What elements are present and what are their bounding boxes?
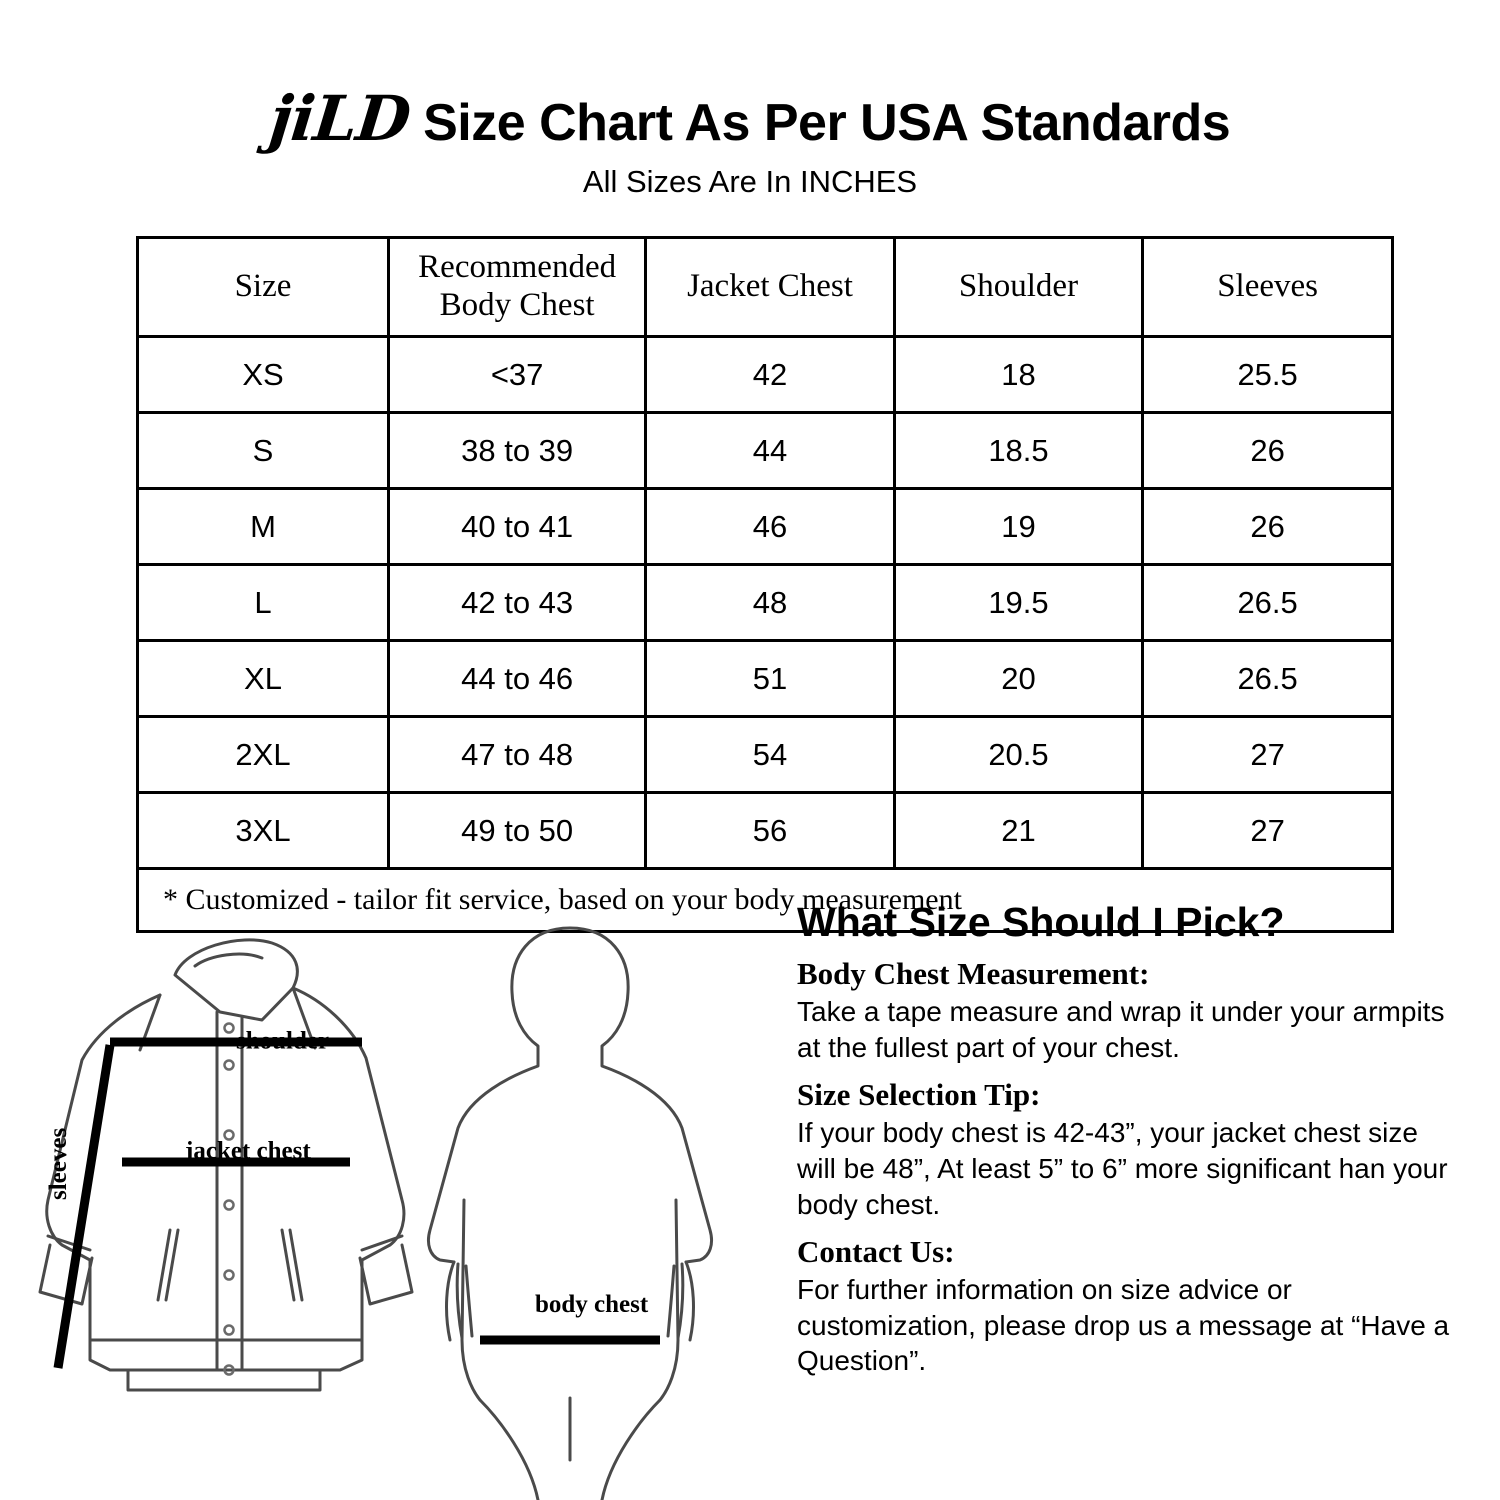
cell-shoulder: 21 (894, 793, 1142, 869)
column-header-size-line1: Size (234, 268, 292, 305)
cell-jacket-chest: 44 (646, 413, 894, 489)
cell-jacket-chest: 48 (646, 565, 894, 641)
cell-jacket-chest: 46 (646, 489, 894, 565)
table-row (138, 565, 1393, 641)
column-header-jacket-chest (646, 238, 894, 337)
cell-size: M (138, 489, 389, 565)
cell-jacket-chest: 42 (646, 337, 894, 413)
body-drawing (428, 928, 711, 1500)
cell-body-chest: 49 to 50 (389, 793, 646, 869)
guide-section-body: For further information on size advice or customization, please drop us a message at “Have a Question”. (797, 1273, 1450, 1377)
brand-logo: jiLD (265, 82, 414, 155)
cell-shoulder: 18 (894, 337, 1142, 413)
cell-size: L (138, 565, 389, 641)
guide-section-body: Take a tape measure and wrap it under your armpits at the fullest part of your chest. (797, 996, 1445, 1064)
table-row (138, 413, 1393, 489)
sleeves-measure-line (58, 1045, 110, 1368)
column-header-shoulder (894, 238, 1142, 337)
page-header (0, 82, 1500, 200)
cell-sleeves: 27 (1143, 717, 1393, 793)
cell-body-chest: 42 to 43 (389, 565, 646, 641)
table-row (138, 641, 1393, 717)
cell-jacket-chest: 51 (646, 641, 894, 717)
cell-sleeves: 26.5 (1143, 565, 1393, 641)
body-chest-label: body chest (535, 1291, 649, 1318)
cell-sleeves: 27 (1143, 793, 1393, 869)
cell-size: 3XL (138, 793, 389, 869)
measurement-illustration (10, 900, 780, 1500)
size-guide (797, 900, 1457, 1383)
size-guide-heading: What Size Should I Pick? (797, 899, 1285, 945)
guide-section-body: If your body chest is 42-43”, your jacket chest size will be 48”, At least 5” to 6” more significant han your body chest. (797, 1117, 1448, 1220)
cell-shoulder: 19 (894, 489, 1142, 565)
cell-size: XL (138, 641, 389, 717)
column-header-sleeves-line1: Sleeves (1217, 268, 1319, 305)
cell-body-chest: 44 to 46 (389, 641, 646, 717)
column-header-recommended-body-chest-line1: Recommended (418, 249, 617, 286)
snap-buttons (225, 1024, 234, 1375)
guide-section-body-chest (797, 955, 1457, 1066)
sleeves-label: sleeves (45, 1127, 72, 1200)
illustration-svg (10, 900, 780, 1500)
bottom-section (0, 900, 1500, 1500)
cell-body-chest: 40 to 41 (389, 489, 646, 565)
column-header-size (138, 238, 389, 337)
column-header-recommended-body-chest (389, 238, 646, 337)
table-row (138, 793, 1393, 869)
cell-jacket-chest: 56 (646, 793, 894, 869)
cell-size: S (138, 413, 389, 489)
guide-section-size-tip (797, 1076, 1457, 1223)
guide-section-contact (797, 1233, 1457, 1380)
table-row (138, 717, 1393, 793)
table-header (138, 238, 1393, 337)
cell-shoulder: 19.5 (894, 565, 1142, 641)
guide-section-heading: Contact Us: (797, 1233, 955, 1269)
cell-sleeves: 26.5 (1143, 641, 1393, 717)
column-header-jacket-chest-line1: Jacket Chest (687, 268, 853, 305)
cell-size: 2XL (138, 717, 389, 793)
size-chart-table (136, 236, 1394, 933)
title-row (0, 82, 1500, 155)
table-body (138, 337, 1393, 932)
page-subtitle: All Sizes Are In INCHES (582, 164, 918, 199)
table-footnote: * Customized - tailor fit service, based on your body measurement (138, 869, 1393, 932)
shoulder-label: shoulder (236, 1027, 330, 1055)
guide-section-heading: Size Selection Tip: (797, 1076, 1041, 1112)
guide-section-heading: Body Chest Measurement: (797, 956, 1150, 992)
cell-shoulder: 20.5 (894, 717, 1142, 793)
page-title: Size Chart As Per USA Standards (423, 94, 1231, 152)
cell-body-chest: 47 to 48 (389, 717, 646, 793)
cell-sleeves: 26 (1143, 413, 1393, 489)
jacket-chest-label: jacket chest (185, 1137, 311, 1165)
size-chart-table-container (136, 236, 1394, 933)
cell-body-chest: <37 (389, 337, 646, 413)
cell-body-chest: 38 to 39 (389, 413, 646, 489)
cell-size: XS (138, 337, 389, 413)
column-header-recommended-body-chest-line2: Body Chest (439, 287, 595, 323)
column-header-sleeves (1143, 238, 1393, 337)
table-row (138, 337, 1393, 413)
cell-sleeves: 26 (1143, 489, 1393, 565)
cell-jacket-chest: 54 (646, 717, 894, 793)
cell-shoulder: 18.5 (894, 413, 1142, 489)
table-row (138, 489, 1393, 565)
column-header-shoulder-line1: Shoulder (958, 268, 1079, 305)
table-header-row (138, 238, 1393, 337)
cell-sleeves: 25.5 (1143, 337, 1393, 413)
cell-shoulder: 20 (894, 641, 1142, 717)
